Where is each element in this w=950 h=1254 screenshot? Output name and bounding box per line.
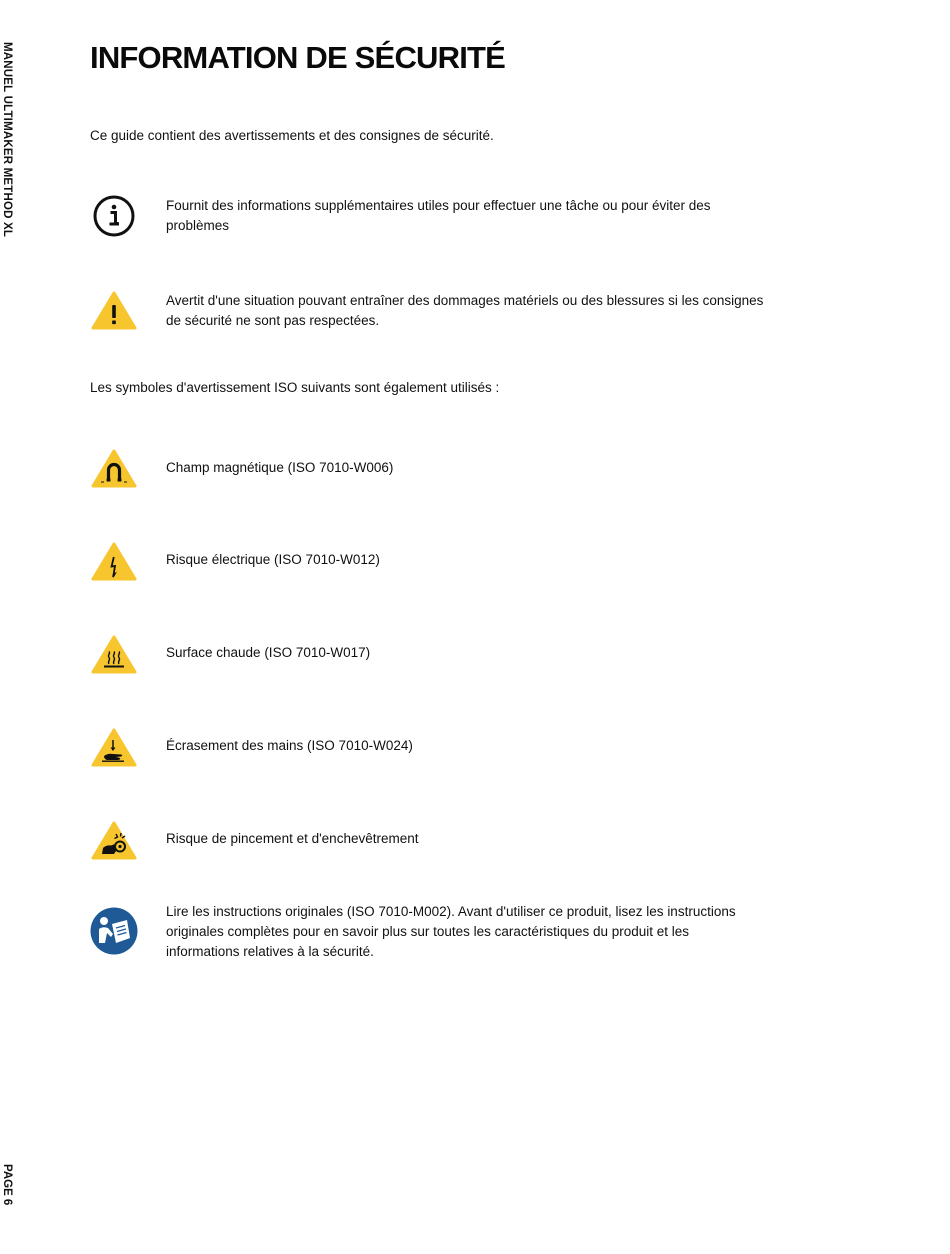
- side-document-title: MANUEL ULTIMAKER METHOD XL: [1, 42, 13, 238]
- hand-crush-icon: [90, 725, 138, 773]
- iso-text-read-manual: Lire les instructions originales (ISO 7010-M002). Avant d'utiliser ce produit, lisez les instructions originales complètes pour en savoir plus sur toutes les caractéristiques du produit et les informations relatives à la sécurité.: [166, 904, 736, 959]
- iso-item-hot-surface: [90, 632, 770, 682]
- notice-warning: [90, 288, 770, 338]
- iso-text-magnetic-field: Champ magnétique (ISO 7010-W006): [166, 460, 394, 475]
- hot-surface-icon: [90, 632, 138, 680]
- info-icon: [90, 192, 138, 240]
- notice-warning-text: Avertit d'une situation pouvant entraîner des dommages matériels ou des blessures si les consignes de sécurité ne sont pas respectées.: [166, 293, 764, 328]
- iso-item-pinch-entanglement: [90, 818, 770, 868]
- iso-item-electrical: [90, 539, 770, 589]
- read-manual-icon: [90, 907, 138, 955]
- electrical-hazard-icon: [90, 539, 138, 587]
- notice-info: [90, 192, 770, 242]
- iso-text-hand-crush: Écrasement des mains (ISO 7010-W024): [166, 738, 413, 753]
- iso-text-hot-surface: Surface chaude (ISO 7010-W017): [166, 645, 371, 660]
- iso-item-magnetic-field: [90, 446, 770, 496]
- iso-item-read-manual: [90, 902, 770, 966]
- iso-text-electrical: Risque électrique (ISO 7010-W012): [166, 552, 380, 567]
- iso-text-pinch-entanglement: Risque de pincement et d'enchevêtrement: [166, 831, 419, 846]
- page-number: PAGE 6: [1, 1164, 13, 1206]
- magnetic-field-icon: [90, 446, 138, 494]
- notice-info-text: Fournit des informations supplémentaires utiles pour effectuer une tâche ou pour éviter des problèmes: [166, 198, 711, 233]
- page-title: INFORMATION DE SÉCURITÉ: [90, 40, 506, 75]
- iso-item-hand-crush: [90, 725, 770, 775]
- pinch-entanglement-icon: [90, 818, 138, 866]
- intro-text: Ce guide contient des avertissements et des consignes de sécurité.: [90, 128, 494, 143]
- warning-icon: [90, 288, 138, 336]
- iso-intro-text: Les symboles d'avertissement ISO suivants sont également utilisés :: [90, 380, 500, 395]
